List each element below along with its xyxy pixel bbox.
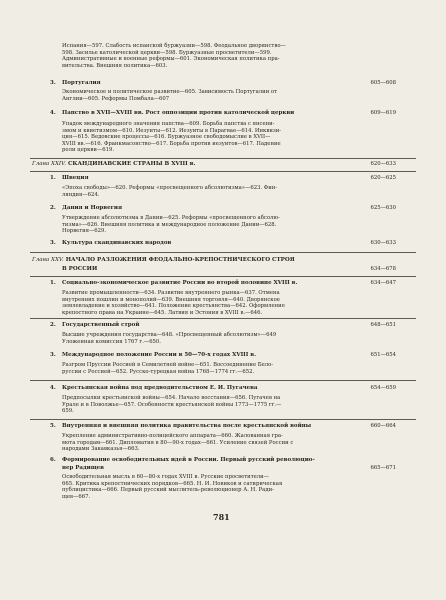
divider: [30, 252, 416, 253]
text-line: Разгром Пруссии Россией в Семилетней войне—651. Воссоединение Бело-: [62, 362, 274, 368]
section-number: 6.: [50, 457, 56, 463]
section-summary: [62, 362, 273, 375]
text-line: Административные и военные реформы—601. Экономическая политика пра-: [62, 56, 280, 62]
chapter-label: Глава XXIV.: [32, 161, 66, 167]
section-title: Папство в XVII—XVIII вв. Рост оппозиции против католической церкви: [62, 110, 295, 116]
text-line: Укрепление административно-полицейского аппарата—660. Жалованная гра-: [62, 433, 283, 439]
divider: [30, 171, 416, 172]
text-line: мота городам—661. Дипломатия в 80—90-х годах—661. Усиление связей России с: [62, 439, 294, 446]
text-line: 598. Засилье католической церкви—598. Буржуазные просветители—599.: [62, 49, 272, 56]
divider: [30, 318, 416, 319]
text-line: руссии с Россией—652. Русско-турецкая война 1768—1774 гг.—652.: [62, 368, 255, 375]
top-paragraph: [62, 43, 382, 69]
text-line: Развитие промышленности—634. Развитие внутреннего рынка—637. Отмена: [62, 290, 280, 296]
text-line: 665. Критика крепостнических порядков—665. Н. И. Новиков и сатирическая: [62, 480, 283, 487]
chapter-heading: [32, 161, 196, 168]
divider: [30, 380, 416, 381]
text-line: тизма»—626. Внешняя политика и международное положение Дании—628.: [62, 221, 277, 228]
section-title: Международное положение России в 50—70-х годах XVIII в.: [62, 352, 256, 358]
section-number: 4.: [50, 385, 56, 391]
text-line: Упадок международного значения папства—609. Борьба папства с янсени-: [62, 121, 275, 127]
text-line: Норвегия—629.: [62, 228, 107, 234]
section-summary: [62, 121, 281, 154]
text-line: змом и квиетизмом—610. Иезуиты—612. Иезуиты в Парагвае—614. Инквизи-: [62, 127, 282, 134]
divider: [30, 276, 416, 277]
text-line: ляндия—624.: [62, 191, 100, 198]
section-number: 2.: [50, 205, 56, 211]
section-title: Культура скандинавских народов: [62, 240, 172, 246]
section-number: 3.: [50, 80, 56, 86]
section-pages: 634—647: [370, 280, 396, 286]
text-line: внутренних пошлин и монополий—639. Внешняя торговля—640. Дворянское: [62, 296, 280, 303]
text-line: XVIII вв.—616. Франкмасонство—617. Борьба против иезуитов—617. Падение: [62, 140, 281, 147]
divider: [30, 419, 416, 420]
section-number: 4.: [50, 110, 56, 116]
section-title: Португалия: [62, 80, 101, 86]
chapter-heading: [32, 257, 295, 264]
section-summary: [62, 215, 280, 235]
text-line: Высшие учреждения государства—648. «Просвещенный абсолютизм»—649: [62, 332, 277, 338]
section-pages: 648—651: [370, 322, 396, 328]
text-line: Англии—605. Реформы Помбала—607: [62, 95, 170, 102]
section-title: Государственный строй: [62, 322, 140, 328]
chapter-title-continuation: В РОССИИ: [62, 266, 98, 272]
section-title: Дания и Норвегия: [62, 205, 123, 211]
text-line: «Эпоха свободы»—620. Реформы «просвещенного абсолютизма»—623. Фин-: [62, 185, 278, 191]
text-line: публицистика—666. Первый русский мыслитель-революционер А. Н. Ради-: [62, 487, 274, 493]
text-line: Урале и в Поволжье—657. Особенности крестьянской войны 1773—1775 гг.—: [62, 401, 282, 408]
section-title: Формирование освободительных идей в России. Первый русский революцио-: [62, 457, 315, 463]
text-line: Предпосылки крестьянской войны—654. Начало восстания—656. Пугачев на: [62, 395, 281, 401]
text-line: крепостного права на Украине—645. Латвия и Эстония в XVIII в.—646.: [62, 309, 263, 316]
text-line: щев—667.: [62, 493, 91, 500]
section-pages: 630—633: [370, 240, 396, 246]
section-title: Крестьянская война под предводительством Е. И. Пугачева: [62, 385, 258, 391]
text-line: роли церкви—619.: [62, 147, 115, 153]
section-pages: 665—671: [370, 465, 396, 471]
text-line: Уложенная комиссия 1767 г.—650.: [62, 338, 161, 345]
text-line: народами Закавказья—663.: [62, 446, 140, 452]
text-line: вительства. Внешняя политика—603.: [62, 62, 168, 69]
section-summary: [62, 474, 282, 500]
section-title: Социально-экономическое развитие России во второй половине XVIII в.: [62, 280, 298, 286]
chapter-pages: 634—678: [370, 266, 396, 272]
text-line: землевладение и хозяйство—641. Положение крестьянства—642. Оформление: [62, 303, 285, 309]
text-line: 659.: [62, 408, 74, 414]
section-pages: 605—608: [370, 80, 396, 86]
section-number: 5.: [50, 423, 56, 429]
section-pages: 660—664: [370, 423, 396, 429]
section-summary: [62, 290, 285, 316]
section-summary: [62, 395, 281, 415]
section-number: 2.: [50, 322, 56, 328]
divider: [30, 158, 416, 159]
section-pages: 609—619: [370, 110, 396, 116]
section-number: 1.: [50, 175, 56, 181]
chapter-title: НАЧАЛО РАЗЛОЖЕНИЯ ФЕОДАЛЬНО-КРЕПОСТНИЧЕСКОГО СТРОЯ: [65, 257, 295, 263]
text-line: Освободительная мысль в 60—80-х годах XVIII в. Русские просветители—: [62, 474, 269, 480]
text-line: Утверждение абсолютизма в Дании—625. Реформы «просвещенного абсолю-: [62, 215, 280, 221]
section-pages: 625—630: [370, 205, 396, 211]
text-line: Испания—597. Слабость испанской буржуазии—598. Феодальное дворянство—: [62, 43, 286, 49]
section-pages: 620—625: [370, 175, 396, 181]
text-line: Экономическое и политическое развитие—605. Зависимость Португалии от: [62, 89, 278, 95]
section-pages: 654—659: [370, 385, 396, 391]
page-number: 781: [213, 512, 230, 522]
section-title: Внутренняя и внешняя политика правительства после крестьянской войны: [62, 423, 312, 429]
section-summary: [62, 332, 276, 345]
section-pages: 651—654: [370, 352, 396, 358]
section-summary: [62, 433, 293, 453]
chapter-pages: 620—633: [370, 161, 396, 167]
section-summary: [62, 185, 277, 198]
section-title: Швеция: [62, 175, 89, 181]
section-summary: [62, 89, 277, 102]
section-number: 3.: [50, 240, 56, 246]
chapter-label: Глава XXV.: [32, 257, 64, 263]
section-title-continuation: нер Радищев: [62, 465, 105, 471]
text-line: ция—615. Ведовские процессы—616. Буржуазное свободомыслие в XVII—: [62, 134, 271, 140]
section-number: 1.: [50, 280, 56, 286]
chapter-title: СКАНДИНАВСКИЕ СТРАНЫ В XVIII в.: [67, 161, 196, 167]
section-number: 3.: [50, 352, 56, 358]
